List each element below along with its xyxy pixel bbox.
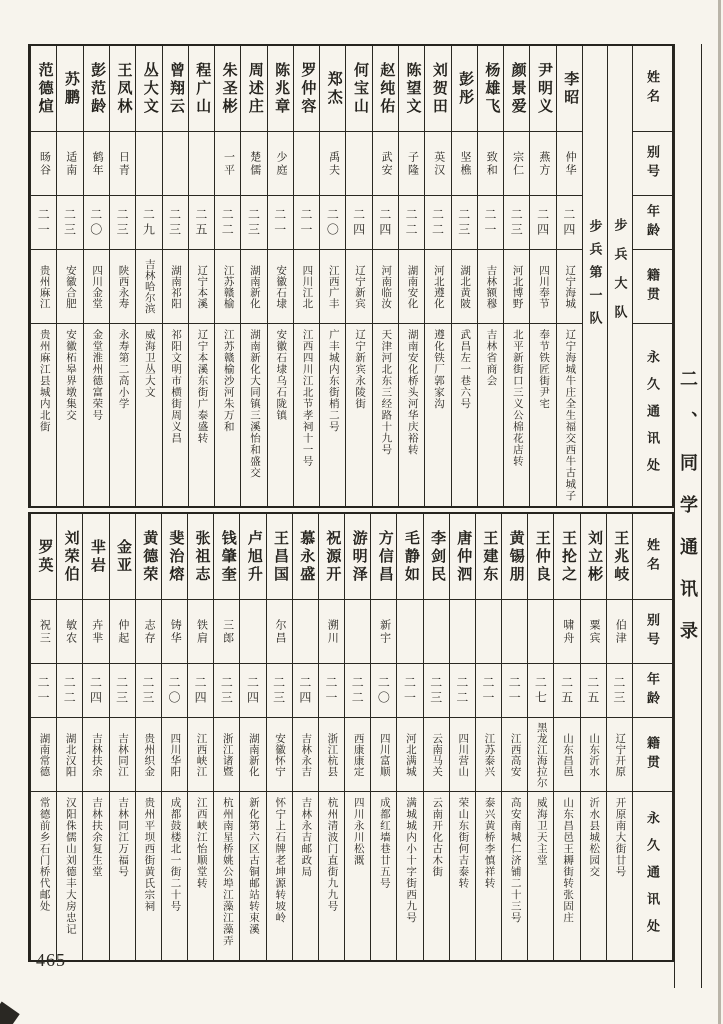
person-age: 二一 [294,196,319,250]
person-name: 丛大文 [136,46,161,132]
person-name: 杨雄飞 [478,46,503,132]
person-age: 二五 [189,196,214,250]
person-name: 彭彤 [452,46,477,132]
person-column [240,46,266,506]
person-alias: 敏农 [57,600,82,664]
person-address: 安徽柘皋界墩集交 [65,329,77,421]
person-column [135,514,161,960]
person-origin: 湖南祁阳 [163,250,188,324]
person-column [292,514,318,960]
header-origin: 籍贯 [633,718,672,792]
person-name: 祝源开 [319,514,344,600]
person-address: 贵州平坝西街黄氏宗祠 [143,797,155,912]
person-alias: 楚儒 [241,132,266,196]
person-address: 成都鼓楼北一街二十号 [169,797,181,912]
header-name: 姓名 [633,514,672,600]
person-alias: 粟宾 [581,600,606,664]
person-address: 汉阳侏儒山刘德丰大房忠记 [64,797,76,935]
person-address: 荣山东街何吉泰转 [457,797,469,889]
header-address: 永久通讯处 [645,350,660,485]
person-name: 彭范龄 [84,46,109,132]
person-origin: 西康康定 [345,718,370,792]
person-alias [476,600,501,664]
person-address: 怀宁上石牌老坤源转坡岭 [274,797,286,924]
person-column [266,514,292,960]
person-column [213,514,239,960]
person-address: 辽宁新宾永陵街 [354,329,366,410]
person-name: 陈望文 [399,46,424,132]
person-address: 辽宁本溪东街广泰盛转 [196,329,208,444]
person-origin: 湖北黄陂 [452,250,477,324]
person-age: 二一 [31,196,56,250]
person-column [83,46,109,506]
person-name: 苏鹏 [57,46,82,132]
person-alias [346,132,371,196]
person-age: 二〇 [320,196,345,250]
person-address: 威海卫丛大文 [143,329,155,398]
person-alias: 英汉 [425,132,450,196]
person-name: 黄德荣 [136,514,161,600]
person-name: 刘立彬 [581,514,606,600]
person-address: 常德前乡石门桥代邮处 [38,797,50,912]
person-address: 湖南新化大同镇三溪怡和盛交 [249,329,261,479]
person-name: 陈兆章 [268,46,293,132]
person-origin: 湖南新化 [240,718,265,792]
person-address: 杭州清波门直街九九号 [326,797,338,912]
person-address: 开原南大街廿号 [614,797,626,878]
person-name: 周述庄 [241,46,266,132]
person-origin: 吉林额穆 [478,250,503,324]
person-age: 二四 [240,664,265,718]
person-origin: 湖南安化 [399,250,424,324]
header-alias: 别号 [633,600,672,664]
person-age: 二三 [267,664,292,718]
person-column [449,514,475,960]
person-age: 二四 [557,196,582,250]
person-name: 李剑民 [424,514,449,600]
person-address: 祁阳文明市横街周义昌 [170,329,182,444]
person-column [214,46,240,506]
person-alias: 旸谷 [31,132,56,196]
person-column [475,514,501,960]
person-address: 金堂淮州德富荣号 [91,329,103,421]
person-name: 唐仲泗 [450,514,475,600]
person-column [451,46,477,506]
person-address: 山东昌邑王耨街转张固庄 [562,797,574,924]
person-column [529,46,555,506]
person-origin: 江苏泰兴 [476,718,501,792]
person-age: 二五 [554,664,579,718]
page-title: 二、同学通讯录 [674,44,702,988]
person-column [503,46,529,506]
person-age: 二一 [31,664,56,718]
person-column [477,46,503,506]
scan-edge-shadow [718,0,721,1024]
person-alias [424,600,449,664]
person-age: 二一 [476,664,501,718]
person-origin: 湖南常德 [31,718,56,792]
person-alias: 子隆 [399,132,424,196]
person-age: 二三 [163,196,188,250]
bottom-table [28,512,674,962]
person-address: 云南开化古木街 [431,797,443,878]
header-address: 永久通讯处 [645,811,660,946]
unit-column-battalion: 步兵大队 [607,46,632,506]
person-address: 江西峡江怡顺堂转 [195,797,207,889]
person-address: 奉节铁匠街尹宅 [538,329,550,410]
person-column [344,514,370,960]
person-column [293,46,319,506]
person-origin: 湖南新化 [241,250,266,324]
person-age: 二三 [607,664,632,718]
person-address: 遵化铁厂郭家沟 [432,329,444,410]
person-name: 赵纯佑 [373,46,398,132]
person-age: 二四 [83,664,108,718]
person-age: 二七 [528,664,553,718]
person-alias: 仲华 [557,132,582,196]
person-origin: 安徽合肥 [57,250,82,324]
person-alias [502,600,527,664]
person-age: 二四 [293,664,318,718]
person-origin: 安徽怀宁 [267,718,292,792]
person-alias [293,600,318,664]
person-origin: 吉林永吉 [293,718,318,792]
person-age: 二二 [450,664,475,718]
person-address: 成都红墙巷廿五号 [378,797,390,889]
person-origin: 吉林扶余 [83,718,108,792]
person-alias: 武安 [373,132,398,196]
person-name: 颜景爱 [504,46,529,132]
person-alias: 祝三 [31,600,56,664]
person-alias: 鹤年 [84,132,109,196]
person-address: 威海卫天主堂 [535,797,547,866]
person-origin: 河北遵化 [425,250,450,324]
person-column [56,514,82,960]
person-name: 李昭 [557,46,582,132]
person-column [109,514,135,960]
person-name: 曾翔云 [163,46,188,132]
person-address: 高安南城仁济铺二十三号 [509,797,521,924]
person-origin: 四川金堂 [84,250,109,324]
person-age: 二三 [214,664,239,718]
person-alias: 志存 [136,600,161,664]
person-column [319,46,345,506]
person-address: 吉林扶余复生堂 [91,797,102,878]
person-alias [397,600,422,664]
person-alias [163,132,188,196]
person-alias: 坚樵 [452,132,477,196]
person-column [370,514,396,960]
header-name: 姓名 [633,46,672,132]
person-age: 二四 [373,196,398,250]
person-age: 二一 [502,664,527,718]
person-age: 二一 [397,664,422,718]
scan-corner-mark [0,1001,20,1024]
person-address: 沂水县城松园交 [588,797,600,878]
header-alias: 别号 [633,132,672,196]
person-age: 二三 [110,196,135,250]
person-address: 泰兴黄桥李慎祥转 [483,797,495,889]
person-origin: 吉林哈尔滨 [136,250,161,324]
person-address: 北平新街口三义公棉花店转 [511,329,523,467]
person-name: 王仲良 [528,514,553,600]
person-origin: 河南临汝 [373,250,398,324]
person-origin: 云南马关 [424,718,449,792]
person-column [56,46,82,506]
person-age: 二三 [57,196,82,250]
person-alias [240,600,265,664]
person-column [396,514,422,960]
person-age: 二〇 [84,196,109,250]
person-address: 广丰城内东街梢二号 [327,329,339,433]
person-name: 刘贺田 [425,46,450,132]
person-name: 钱肇奎 [214,514,239,600]
person-name: 黄锡朋 [502,514,527,600]
person-column [267,46,293,506]
person-address: 永寿第二高小学 [117,329,129,410]
person-age: 二一 [268,196,293,250]
person-column [606,514,632,960]
person-column [527,514,553,960]
person-alias: 铁肩 [188,600,213,664]
person-name: 王建东 [476,514,501,600]
person-origin: 湖北汉阳 [57,718,82,792]
person-address: 吉林同江万福号 [117,797,129,878]
person-column [30,514,56,960]
person-column [135,46,161,506]
person-age: 二四 [530,196,555,250]
person-age: 二五 [581,664,606,718]
person-age: 二三 [136,664,161,718]
page-number: 465 [36,950,66,970]
person-origin: 吉林同江 [110,718,135,792]
person-name: 毛静如 [397,514,422,600]
person-origin: 四川营山 [450,718,475,792]
person-age: 二〇 [371,664,396,718]
person-column [162,46,188,506]
person-age: 二二 [399,196,424,250]
person-origin: 辽宁本溪 [189,250,214,324]
person-alias: 宗仁 [504,132,529,196]
person-column [318,514,344,960]
person-age: 二二 [425,196,450,250]
person-alias: 啸舟 [554,600,579,664]
person-alias: 伯津 [607,600,632,664]
person-alias [528,600,553,664]
person-alias: 适南 [57,132,82,196]
person-column [553,514,579,960]
person-address: 贵州麻江县城内北街 [38,329,50,433]
person-alias: 铸华 [162,600,187,664]
person-name: 卢旭升 [240,514,265,600]
person-name: 郑杰 [320,46,345,132]
person-origin: 山东沂水 [581,718,606,792]
person-alias [294,132,319,196]
header-age: 年龄 [633,664,672,718]
person-column [161,514,187,960]
person-origin: 贵州织金 [136,718,161,792]
person-alias [136,132,161,196]
person-name: 何宝山 [346,46,371,132]
person-address: 天津河北东三经路十九号 [380,329,392,456]
person-age: 二二 [215,196,240,250]
person-age: 二〇 [162,664,187,718]
person-name: 游明泽 [345,514,370,600]
person-column [30,46,56,506]
person-name: 慕永盛 [293,514,318,600]
person-origin: 陕西永寿 [110,250,135,324]
person-origin: 江西峡江 [188,718,213,792]
person-alias: 新宇 [371,600,396,664]
person-column [556,46,582,506]
person-column [109,46,135,506]
person-column [580,514,606,960]
person-address: 杭州南星桥姚公埠江藻江藻弄 [221,797,233,947]
person-age: 二三 [110,664,135,718]
person-alias [345,600,370,664]
person-name: 王昌国 [267,514,292,600]
person-column [423,514,449,960]
person-name: 程广山 [189,46,214,132]
person-origin: 江西高安 [502,718,527,792]
person-alias: 尔昌 [267,600,292,664]
person-alias: 一平 [215,132,240,196]
header-column [632,46,672,506]
person-origin: 黑龙江海拉尔 [528,718,553,792]
person-age: 二二 [345,664,370,718]
person-address: 吉林省商会 [485,329,497,387]
person-alias: 致和 [478,132,503,196]
person-name: 金亚 [110,514,135,600]
person-age: 二三 [241,196,266,250]
person-age: 二四 [346,196,371,250]
person-name: 王兆岐 [607,514,632,600]
person-alias [189,132,214,196]
person-origin: 安徽石埭 [268,250,293,324]
person-alias: 燕方 [530,132,555,196]
person-origin: 河北博野 [504,250,529,324]
person-name: 尹明义 [530,46,555,132]
person-alias: 卉芈 [83,600,108,664]
person-age: 二三 [504,196,529,250]
person-column [424,46,450,506]
person-origin: 辽宁海城 [557,250,582,324]
header-origin: 籍贯 [633,250,672,324]
person-address: 辽宁海城牛庄全生福交西牛古城子 [564,329,576,502]
person-column [82,514,108,960]
person-alias: 仲起 [110,600,135,664]
person-origin: 浙江杭县 [319,718,344,792]
person-origin: 山东昌邑 [554,718,579,792]
person-alias [450,600,475,664]
person-origin: 辽宁新宾 [346,250,371,324]
person-address: 新化第六区古铜邮站转束溪 [248,797,260,935]
person-address: 满城城内小十字街西九号 [405,797,417,924]
person-alias: 日青 [110,132,135,196]
top-table [28,44,674,508]
person-name: 罗英 [31,514,56,600]
person-address: 武昌左一巷六号 [459,329,471,410]
header-column [632,514,672,960]
person-name: 斐治熔 [162,514,187,600]
person-age: 二二 [57,664,82,718]
person-origin: 河北满城 [397,718,422,792]
person-address: 四川永川松溉 [352,797,364,866]
person-origin: 四川奉节 [530,250,555,324]
person-age: 二一 [478,196,503,250]
person-column [239,514,265,960]
person-name: 王凤林 [110,46,135,132]
person-name: 罗仲容 [294,46,319,132]
person-name: 刘荣伯 [57,514,82,600]
person-origin: 江西广丰 [320,250,345,324]
person-name: 张祖志 [188,514,213,600]
person-alias: 溯川 [319,600,344,664]
person-age: 二九 [136,196,161,250]
person-column [372,46,398,506]
person-column [345,46,371,506]
person-address: 吉林永吉邮政局 [300,797,312,878]
person-alias: 少庭 [268,132,293,196]
person-origin: 浙江诸暨 [214,718,239,792]
person-column [501,514,527,960]
person-origin: 江苏赣榆 [215,250,240,324]
person-age: 二三 [424,664,449,718]
person-origin: 四川江北 [294,250,319,324]
person-name: 王抡之 [554,514,579,600]
person-age: 二一 [319,664,344,718]
header-age: 年龄 [633,196,672,250]
person-address: 江苏赣榆沙河朱万和 [222,329,234,433]
person-column [187,514,213,960]
person-address: 江西四川江北节孝祠十一号 [301,329,313,467]
person-name: 范德煊 [31,46,56,132]
person-origin: 贵州麻江 [31,250,56,324]
person-name: 方信昌 [371,514,396,600]
person-origin: 四川富顺 [371,718,396,792]
person-column [188,46,214,506]
person-address: 安徽石埭乌石陇镇 [275,329,287,421]
unit-column-squad: 步兵第一队 [582,46,607,506]
person-column [398,46,424,506]
person-address: 湖南安化桥头河华庆裕转 [406,329,418,456]
person-origin: 四川华阳 [162,718,187,792]
person-alias: 三郎 [214,600,239,664]
person-age: 二三 [452,196,477,250]
person-age: 二四 [188,664,213,718]
person-name: 芈岩 [83,514,108,600]
person-alias: 禹夫 [320,132,345,196]
person-name: 朱圣彬 [215,46,240,132]
person-origin: 辽宁开原 [607,718,632,792]
